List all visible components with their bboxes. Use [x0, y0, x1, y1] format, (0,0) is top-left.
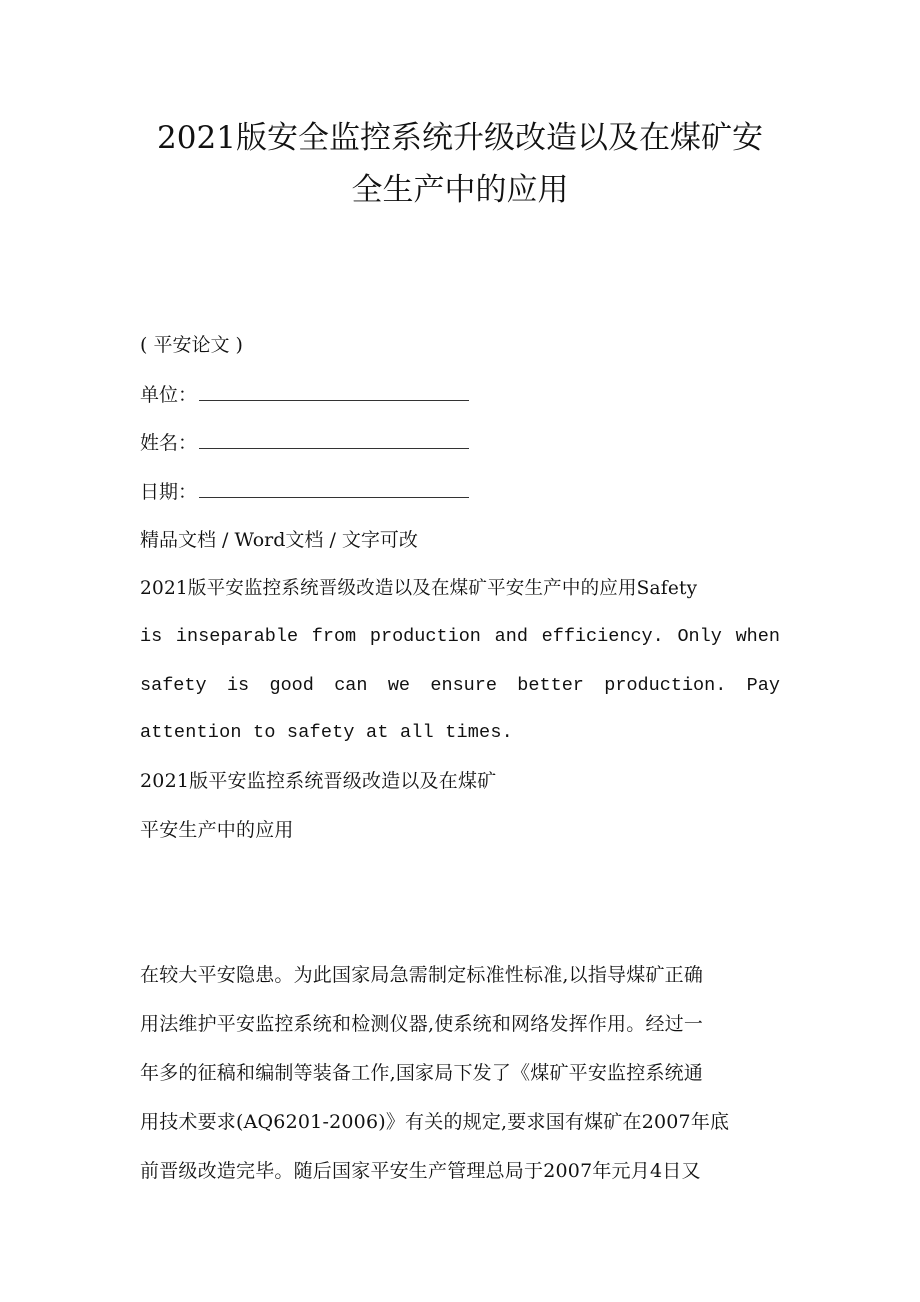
intro-line-1: 2021版平安监控系统晋级改造以及在煤矿平安生产中的应用Safety	[140, 578, 698, 599]
intro-word: inseparable	[175, 626, 299, 647]
title-line-2: 全生产中的应用	[351, 172, 569, 208]
intro-word: ensure	[430, 675, 497, 696]
intro-word: we	[387, 675, 411, 696]
name-blank-line	[199, 432, 469, 449]
intro-word: is	[226, 675, 250, 696]
name-label: 姓名：	[140, 432, 198, 454]
intro-word: better	[517, 675, 584, 696]
date-label: 日期：	[140, 481, 198, 503]
date-field	[140, 477, 469, 504]
intro-line-3	[140, 675, 780, 696]
intro-word: from	[311, 626, 357, 647]
category-label: ( 平安论文 )	[140, 334, 243, 356]
intro-word: safety	[140, 675, 207, 696]
tagline: 精品文档 / Word文档 / 文字可改	[140, 529, 418, 551]
intro-word: efficiency.	[541, 626, 664, 647]
name-field	[140, 428, 469, 455]
body-line: 在较大平安隐患。为此国家局急需制定标准性标准,以指导煤矿正确	[140, 964, 704, 986]
intro-word: can	[334, 675, 368, 696]
intro-word: and	[494, 626, 528, 647]
unit-field	[140, 380, 469, 407]
intro-word: production	[369, 626, 481, 647]
body-line: 用技术要求(AQ6201-2006)》有关的规定,要求国有煤矿在2007年底	[140, 1111, 730, 1133]
body-line: 年多的征稿和编制等装备工作,国家局下发了《煤矿平安监控系统通	[140, 1062, 704, 1084]
unit-blank-line	[199, 384, 469, 401]
document-title	[100, 112, 820, 216]
date-blank-line	[199, 481, 469, 498]
intro-word: Pay	[746, 675, 780, 696]
intro-word: is	[140, 626, 163, 647]
intro-line-2	[140, 626, 780, 647]
title-line-1: 2021版安全监控系统升级改造以及在煤矿安	[157, 120, 763, 156]
intro-line-4: attention to safety at all times.	[140, 722, 513, 743]
intro-word: when	[735, 626, 780, 647]
subtitle-line-2: 平安生产中的应用	[140, 819, 294, 841]
intro-word: Only	[677, 626, 722, 647]
unit-label: 单位：	[140, 384, 198, 406]
subtitle-line-1: 2021版平安监控系统晋级改造以及在煤矿	[140, 770, 497, 792]
intro-word: good	[269, 675, 314, 696]
body-line: 用法维护平安监控系统和检测仪器,使系统和网络发挥作用。经过一	[140, 1013, 704, 1035]
intro-word: production.	[604, 675, 727, 696]
body-line: 前晋级改造完毕。随后国家平安生产管理总局于2007年元月4日又	[140, 1160, 701, 1182]
